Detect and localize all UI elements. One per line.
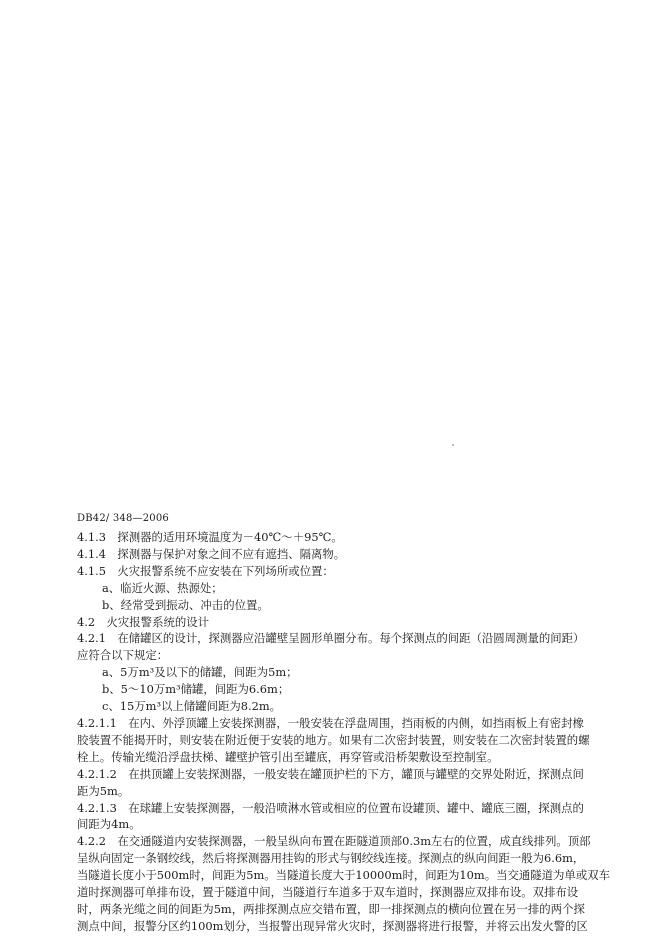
clause-4-2-2-line-3: 当隧道长度小于500m时，间距为5m。当隧道长度大于10000m时，间距为10m。当交通隧道为单或双车 bbox=[77, 868, 610, 883]
clause-4-1-5: 4.1.5 火灾报警系统不应安装在下列场所或位置： bbox=[77, 563, 334, 578]
clause-4-2-1-2-line-1: 4.2.1.2 在拱顶罐上安装探测器，一般安装在罐顶护栏的下方，罐顶与罐壁的交界处附近，探测点间 bbox=[77, 766, 584, 781]
clause-4-2-1-item-c: c、15万m³以上储罐间距为8.2m。 bbox=[102, 699, 282, 714]
clause-4-2-1-1-line-3: 栓上。传输光缆沿浮盘扶梯、罐壁护管引出至罐底，再穿管或沿桥架敷设至控制室。 bbox=[77, 749, 499, 764]
scan-speck bbox=[452, 444, 454, 446]
document-standard-number: DB42/ 348—2006 bbox=[77, 513, 169, 524]
clause-4-2-2-line-6: 测点中间，报警分区约100m划分，当报警出现异常火灾时，探测器将进行报警，并将云出发火警的区 bbox=[77, 918, 588, 933]
clause-4-2-1-item-a: a、5万m³及以下的储罐，间距为5m； bbox=[102, 665, 298, 680]
clause-4-2-2-line-2: 呈纵向固定一条钢绞线，然后将探测器用挂钩的形式与钢绞线连接。探测点的纵向间距一般为6.6m， bbox=[77, 851, 585, 866]
clause-4-2-1-1-line-2: 胶装置不能揭开时，则安装在附近便于安装的地方。如果有二次密封装置，则安装在二次密封装置的螺 bbox=[77, 732, 590, 747]
clause-4-1-4: 4.1.4 探测器与保护对象之间不应有遮挡、隔离物。 bbox=[77, 546, 346, 561]
clause-4-2-1-1-line-1: 4.2.1.1 在内、外浮顶罐上安装探测器，一般安装在浮盘周围，挡雨板的内侧，如挡雨板上有密封橡 bbox=[77, 715, 584, 730]
clause-4-2-2-line-5: 时，两条光缆之间的间距为5m，两排探测点应交错布置，即一排探测点的横向位置在另一排的两个探 bbox=[77, 901, 585, 916]
clause-4-2-1-2-line-2: 距为5m。 bbox=[77, 783, 130, 798]
clause-4-2-2-line-1: 4.2.2 在交通隧道内安装探测器，一般呈纵向布置在距隧道顶部0.3m左右的位置，成直线排列。顶部 bbox=[77, 834, 591, 849]
clause-4-2-1-item-b: b、5～10万m³储罐，间距为6.6m； bbox=[102, 682, 290, 697]
clause-4-2-1-3-line-2: 间距为4m。 bbox=[77, 817, 141, 832]
clause-4-1-5-item-b: b、经常受到振动、冲击的位置。 bbox=[102, 597, 269, 612]
clause-4-2-1-line-2: 应符合以下规定： bbox=[77, 648, 169, 663]
section-heading-4-2: 4.2 火灾报警系统的设计 bbox=[77, 614, 210, 629]
clause-4-1-3: 4.1.3 探测器的适用环境温度为－40℃～＋95℃。 bbox=[77, 530, 343, 544]
clause-4-2-1-line-1: 4.2.1 在储罐区的设计，探测器应沿罐壁呈圆形单圈分布。每个探测点的间距（沿圆周测量的间距） bbox=[77, 631, 585, 646]
document-body bbox=[77, 512, 647, 935]
clause-4-1-5-item-a: a、临近火源、热源处； bbox=[102, 580, 223, 595]
clause-4-2-2-line-4: 道时探测器可单排布设，置于隧道中间，当隧道行车道多于双车道时，探测器应双排布设。双排布设 bbox=[77, 885, 579, 900]
clause-4-2-1-3-line-1: 4.2.1.3 在球罐上安装探测器，一般沿喷淋水管或相应的位置布设罐顶、罐中、罐底三圈，探测点的 bbox=[77, 800, 584, 815]
